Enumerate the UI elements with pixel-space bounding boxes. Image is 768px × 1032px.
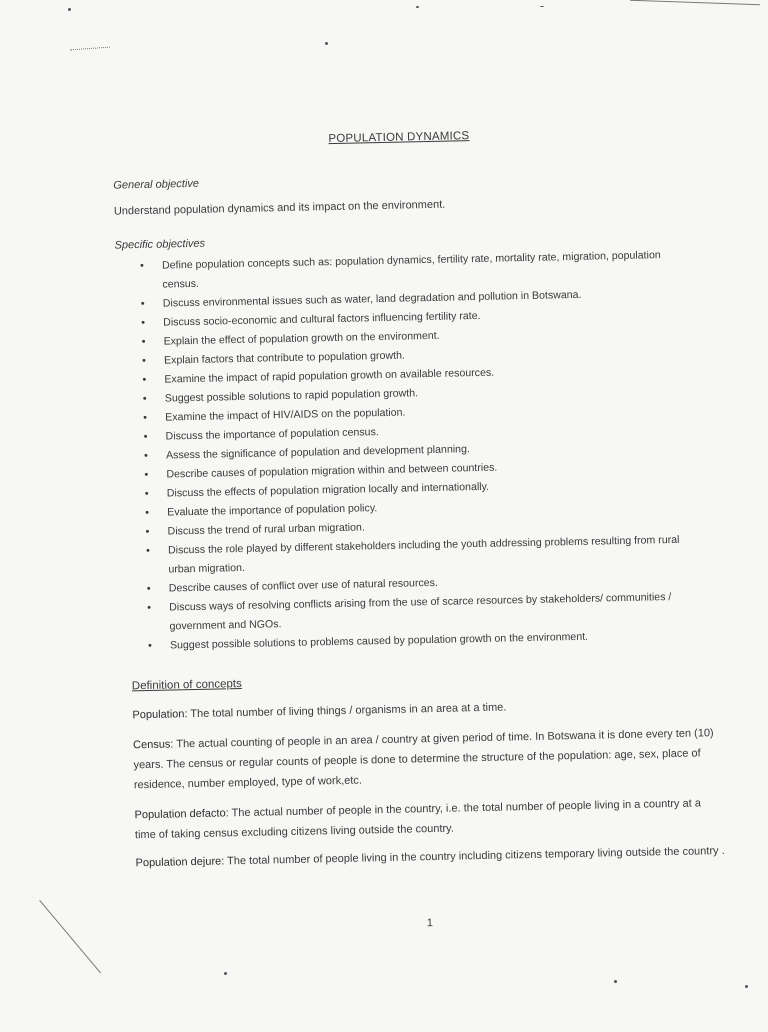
- definitions-heading: Definition of concepts: [131, 678, 242, 693]
- scan-speck: [614, 980, 617, 983]
- definition-term: Population:: [132, 708, 188, 722]
- list-item: • Examine the impact of HIV/AIDS on the population.: [143, 398, 683, 428]
- scan-speck: [68, 8, 71, 11]
- scan-speck: [540, 6, 544, 7]
- definition-text: The actual number of people in the country, i.e. the total number of people living in a country at a time of taking census excluding citizens living outside the country.: [134, 797, 702, 842]
- list-item: • Explain the effect of population growth on the environment.: [141, 322, 681, 352]
- list-item: • Discuss ways of resolving conflicts arising from the use of scarce resources by stakeholders/ communities / government and NGOs.: [147, 588, 688, 637]
- scan-speck: [416, 6, 419, 8]
- definition-term: Population dejure:: [135, 855, 225, 870]
- list-item: • Describe causes of conflict over use of natural resources.: [147, 569, 687, 599]
- page-number: 1: [426, 917, 434, 930]
- definition-text: The total number of living things / organisms in an area at a time.: [187, 701, 507, 721]
- list-item: • Discuss the importance of population census.: [143, 417, 683, 447]
- definition-term: Population defacto:: [134, 807, 229, 822]
- list-item: • Assess the significance of population and development planning.: [144, 436, 684, 466]
- list-item: • Define population concepts such as: population dynamics, fertility rate, mortality rate, migration, population census.: [140, 246, 681, 295]
- list-item: • Evaluate the importance of population policy.: [145, 493, 685, 523]
- scan-speck: [325, 42, 328, 45]
- list-item: • Discuss the role played by different stakeholders including the youth addressing problems resulting from rural urban migration.: [146, 531, 687, 580]
- general-objective-heading: General objective: [113, 177, 200, 192]
- definition-term: Census:: [132, 738, 174, 752]
- objectives-list: [140, 246, 688, 656]
- definition-text: The actual counting of people in an area / country at given period of time. In Botswana it is done every ten (10) years. The census or regular counts of people is done to determine the structure of the population: age, sex, place of residence, number employed, type of work,etc.: [133, 727, 714, 792]
- list-item: • Suggest possible solutions to rapid population growth.: [143, 379, 683, 409]
- specific-objectives-heading: Specific objectives: [114, 237, 206, 252]
- list-item: • Explain factors that contribute to population growth.: [142, 341, 682, 371]
- list-item: • Discuss environmental issues such as water, land degradation and pollution in Botswana.: [141, 284, 681, 314]
- list-item: • Suggest possible solutions to problems caused by population growth on the environment.: [148, 626, 688, 656]
- list-item: • Discuss the trend of rural urban migration.: [145, 512, 685, 542]
- definition-population-dejure: [135, 841, 725, 873]
- page-title: POPULATION DYNAMICS: [328, 130, 470, 146]
- scan-speck: [224, 972, 227, 975]
- definition-census: [133, 723, 724, 795]
- list-item: • Discuss the effects of population migration locally and internationally.: [145, 474, 685, 504]
- list-item: • Examine the impact of rapid population growth on available resources.: [142, 360, 682, 390]
- list-item: • Discuss socio-economic and cultural factors influencing fertility rate.: [141, 303, 681, 333]
- definition-population: [132, 693, 722, 725]
- list-item: • Describe causes of population migration within and between countries.: [144, 455, 684, 485]
- definition-population-defacto: [134, 793, 725, 845]
- scan-speck: [745, 985, 748, 988]
- definition-text: The total number of people living in the country including citizens temporary living outside the country .: [224, 844, 725, 868]
- general-objective-text: Understand population dynamics and its impact on the environment.: [113, 198, 446, 218]
